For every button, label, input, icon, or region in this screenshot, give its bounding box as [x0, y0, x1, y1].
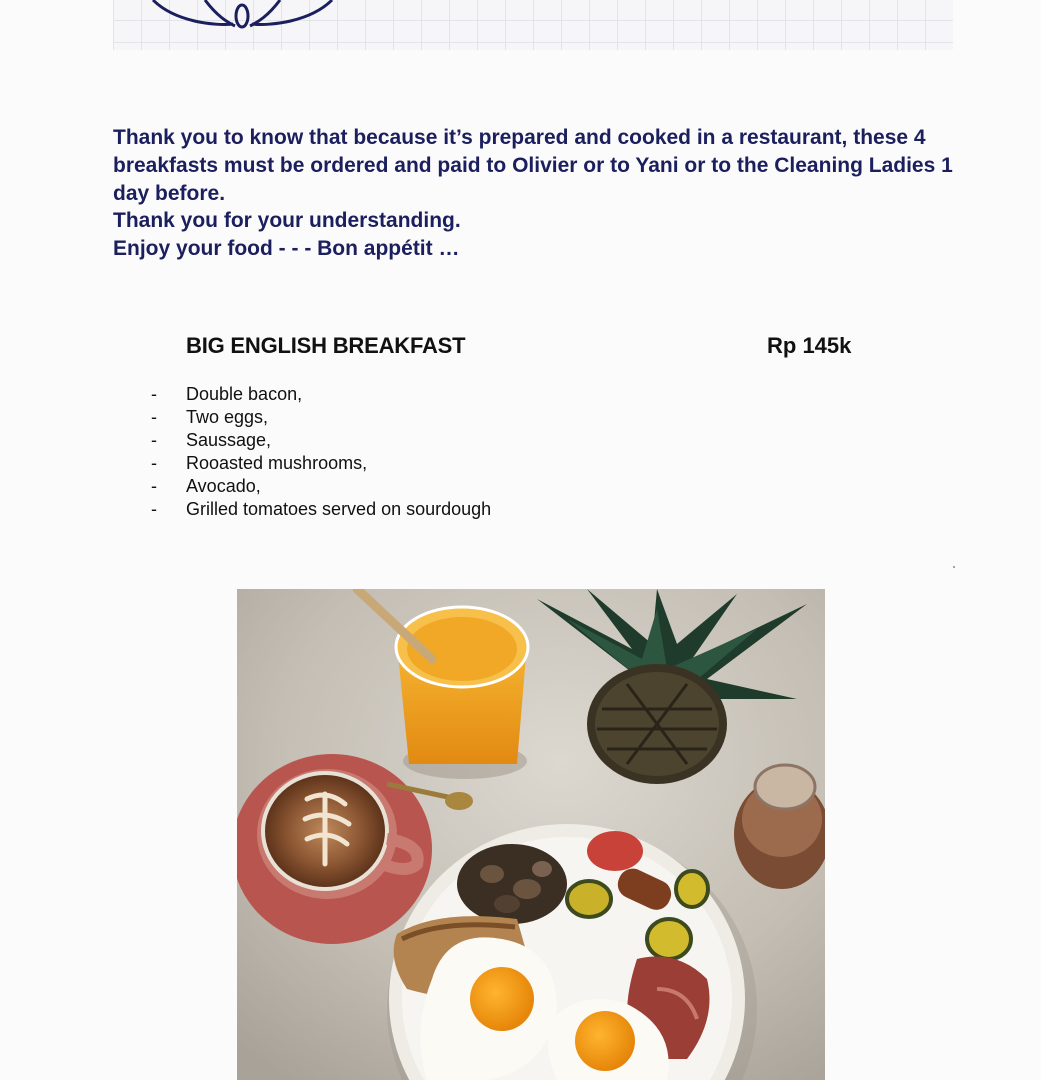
- bullet-dash: -: [151, 430, 157, 450]
- list-item: [148, 429, 491, 452]
- notice-line: Thank you to know that because it’s prepared and cooked in a restaurant, these 4 breakfasts must be ordered and paid to Olivier or to Yani or to the Cleaning Ladies 1 day before.: [113, 126, 953, 205]
- ingredient-text: Grilled tomatoes served on sourdough: [186, 499, 492, 519]
- grilled-tomato: [587, 831, 643, 871]
- list-item: [148, 475, 491, 498]
- bullet-dash: -: [151, 384, 157, 404]
- notice-line: Thank you for your understanding.: [113, 209, 461, 233]
- notice-line: Enjoy your food - - - Bon appétit …: [113, 237, 460, 261]
- roasted-mushrooms: [457, 844, 567, 924]
- bullet-dash: -: [151, 476, 157, 496]
- ingredient-list: [148, 383, 491, 521]
- list-item: [148, 383, 491, 406]
- bullet-dash: -: [151, 499, 157, 519]
- ingredient-text: Rooasted mushrooms,: [186, 453, 368, 473]
- menu-item-name: BIG ENGLISH BREAKFAST: [186, 333, 466, 358]
- breakfast-photo: [237, 589, 825, 1080]
- list-item: [148, 498, 491, 521]
- ingredient-text: Two eggs,: [186, 407, 269, 427]
- ingredient-text: Avocado,: [186, 476, 261, 496]
- ingredient-text: Saussage,: [186, 430, 272, 450]
- list-item: [148, 452, 491, 475]
- ingredient-text: Double bacon,: [186, 384, 303, 404]
- bullet-dash: -: [151, 407, 157, 427]
- list-item: [148, 406, 491, 429]
- bullet-dash: -: [151, 453, 157, 473]
- scan-speck: [953, 566, 955, 568]
- ordering-notice: [113, 124, 953, 263]
- menu-item-price: Rp 145k: [767, 333, 852, 358]
- lotus-logo-icon: [145, 0, 340, 30]
